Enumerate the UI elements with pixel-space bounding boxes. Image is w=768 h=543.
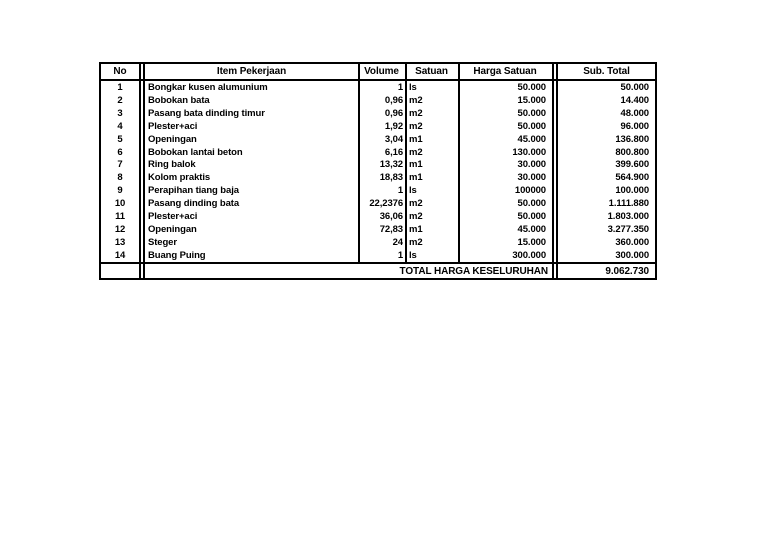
cost-estimate-table (99, 62, 657, 280)
cell-item: Plester+aci (148, 211, 198, 223)
cell-item: Plester+aci (148, 120, 198, 132)
cell-no: 4 (117, 120, 123, 132)
table-row (101, 81, 655, 94)
total-value: 9.062.730 (605, 265, 649, 277)
cell-satuan: m2 (409, 94, 423, 106)
cell-item: Perapihan tiang baja (148, 185, 239, 197)
cell-sub-total: 96.000 (620, 120, 649, 132)
cell-harga-satuan: 30.000 (517, 172, 546, 184)
cell-volume: 0,96 (384, 94, 403, 106)
table-row (101, 236, 655, 249)
table-row (101, 133, 655, 146)
table-row (101, 223, 655, 236)
cell-sub-total: 300.000 (615, 249, 649, 261)
header-sub-total: Sub. Total (583, 66, 630, 77)
divider-item-volume (358, 64, 360, 264)
cell-volume: 18,83 (379, 172, 403, 184)
cell-sub-total: 360.000 (615, 237, 649, 249)
cell-item: Openingan (148, 224, 197, 236)
table-row (101, 197, 655, 210)
total-label: TOTAL HARGA KESELURUHAN (399, 265, 548, 277)
cell-sub-total: 136.800 (615, 133, 649, 145)
cell-item: Bobokan bata (148, 94, 210, 106)
cell-harga-satuan: 30.000 (517, 159, 546, 171)
cell-no: 7 (117, 159, 123, 171)
table-body (101, 81, 655, 262)
divider-volume-satuan (405, 64, 407, 264)
cell-no: 1 (117, 81, 123, 93)
table-row (101, 249, 655, 262)
cell-no: 5 (117, 133, 123, 145)
cell-volume: 1 (397, 81, 403, 93)
cell-volume: 1,92 (384, 120, 403, 132)
cell-volume: 1 (397, 185, 403, 197)
divider-harga-right (552, 64, 554, 278)
cell-harga-satuan: 50.000 (517, 211, 546, 223)
cell-item: Buang Puing (148, 249, 206, 261)
cell-sub-total: 1.111.880 (608, 198, 649, 210)
table-row (101, 94, 655, 107)
cell-harga-satuan: 50.000 (517, 120, 546, 132)
cell-sub-total: 1.803.000 (607, 211, 649, 223)
cell-item: Steger (148, 237, 177, 249)
divider-satuan-harga (458, 64, 460, 264)
table-header-row (101, 64, 655, 81)
cell-satuan: m1 (409, 172, 423, 184)
table-row (101, 107, 655, 120)
cell-no: 12 (114, 224, 126, 236)
cell-volume: 22,2376 (369, 198, 403, 210)
cell-item: Pasang dinding bata (148, 198, 239, 210)
table-row (101, 210, 655, 223)
cell-item: Openingan (148, 133, 197, 145)
cell-sub-total: 100.000 (615, 185, 649, 197)
cell-sub-total: 800.800 (615, 146, 649, 158)
cell-satuan: m2 (409, 146, 423, 158)
cell-no: 13 (114, 237, 126, 249)
header-item: Item Pekerjaan (216, 66, 287, 77)
cell-harga-satuan: 50.000 (517, 107, 546, 119)
cell-satuan: m2 (409, 198, 423, 210)
cell-volume: 13,32 (379, 159, 403, 171)
cell-no: 6 (117, 146, 123, 158)
divider-no-right (139, 64, 141, 278)
cell-volume: 24 (392, 237, 403, 249)
cell-item: Bongkar kusen alumunium (148, 81, 268, 93)
cell-harga-satuan: 130.000 (512, 146, 546, 158)
cell-sub-total: 14.400 (620, 94, 649, 106)
cell-sub-total: 3.277.350 (607, 224, 649, 236)
table-total-row (101, 262, 655, 278)
cell-volume: 1 (397, 249, 403, 261)
cell-no: 3 (117, 107, 123, 119)
cell-volume: 36,06 (379, 211, 403, 223)
cell-sub-total: 48.000 (620, 107, 649, 119)
cell-harga-satuan: 50.000 (517, 81, 546, 93)
header-harga-satuan: Harga Satuan (473, 66, 537, 77)
cell-satuan: ls (409, 81, 417, 93)
header-volume: Volume (364, 66, 399, 77)
cell-harga-satuan: 45.000 (517, 133, 546, 145)
cell-satuan: m2 (409, 120, 423, 132)
cell-harga-satuan: 15.000 (517, 237, 546, 249)
cell-volume: 72,83 (379, 224, 403, 236)
divider-subtotal-left (556, 64, 558, 278)
cell-satuan: m2 (409, 237, 423, 249)
cell-satuan: m2 (409, 211, 423, 223)
header-no: No (113, 66, 127, 77)
divider-item-left (143, 64, 145, 278)
cell-sub-total: 399.600 (615, 159, 649, 171)
cell-no: 2 (117, 94, 123, 106)
cell-volume: 6,16 (384, 146, 403, 158)
cell-sub-total: 564.900 (615, 172, 649, 184)
cell-harga-satuan: 50.000 (517, 198, 546, 210)
table-row (101, 184, 655, 197)
cell-sub-total: 50.000 (620, 81, 649, 93)
cell-no: 9 (117, 185, 123, 197)
table-row (101, 171, 655, 184)
cell-item: Kolom praktis (148, 172, 211, 184)
cell-satuan: ls (409, 249, 417, 261)
cell-harga-satuan: 45.000 (517, 224, 546, 236)
cell-satuan: m2 (409, 107, 423, 119)
cell-item: Ring balok (148, 159, 196, 171)
cell-item: Pasang bata dinding timur (148, 107, 265, 119)
cell-volume: 3,04 (384, 133, 403, 145)
table-row (101, 146, 655, 159)
cell-satuan: m1 (409, 159, 423, 171)
cell-harga-satuan: 15.000 (517, 94, 546, 106)
cell-satuan: ls (409, 185, 417, 197)
cell-no: 14 (114, 249, 126, 261)
cell-satuan: m1 (409, 224, 423, 236)
header-satuan: Satuan (415, 66, 448, 77)
cell-harga-satuan: 300.000 (512, 249, 546, 261)
table-row (101, 159, 655, 172)
cell-harga-satuan: 100000 (514, 185, 546, 197)
cell-no: 11 (115, 211, 125, 223)
cell-no: 8 (117, 172, 123, 184)
table-row (101, 120, 655, 133)
cell-satuan: m1 (409, 133, 423, 145)
cell-no: 10 (114, 198, 126, 210)
cell-item: Bobokan lantai beton (148, 146, 243, 158)
cell-volume: 0,96 (384, 107, 403, 119)
